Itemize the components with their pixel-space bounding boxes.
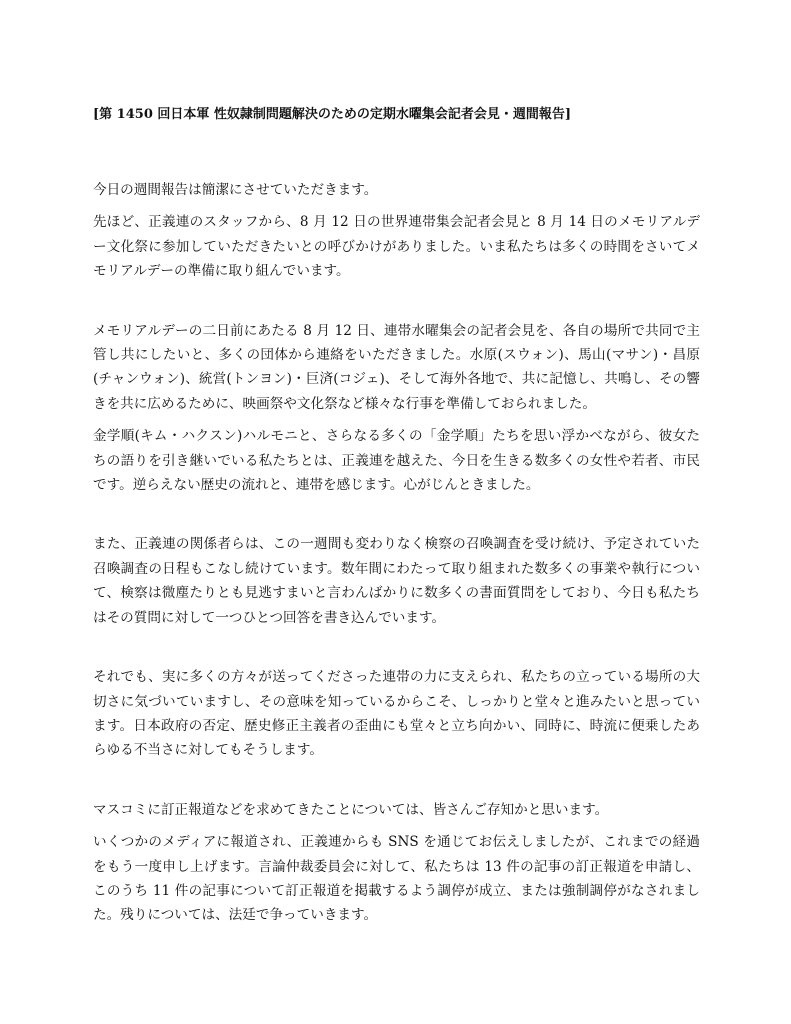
document-title: [第 1450 回日本軍 性奴隷制問題解決のための定期水曜集会記者会見・週間報告]	[93, 107, 572, 122]
paragraph-intro: 今日の週間報告は簡潔にさせていただきます。	[93, 182, 378, 198]
paragraph-kim-hak-sun: 金学順(キム・ハクスン)ハルモニと、さらなる多くの「金学順」たちを思い浮かべながら、彼女たちの語りを引き継いでいる私たちとは、正義連を越えた、今日を生きる数多くの女性や若者、市民です。逆らえない歴史の流れと、連帯を感じます。心がじんときました。	[93, 428, 700, 494]
paragraph-joint-press-conference: メモリアルデーの二日前にあたる 8 月 12 日、連帯水曜集会の記者会見を、各自の場所で共同で主管し共にしたいと、多くの団体から連絡をいただきました。水原(スウォン)、馬山(マサン)・昌原(チャンウォン)、統営(トンヨン)・巨済(コジェ)、そして海外各地で、共に記憶し、共鳴し、その響きを共に広めるために、映画祭や文化祭など様々な行事を準備しておられました。	[93, 322, 700, 412]
paragraph-call-to-participate: 先ほど、正義連のスタッフから、8 月 12 日の世界連帯集会記者会見と 8 月 14 日のメモリアルデー文化祭に参加していただきたいとの呼びかけがありました。いま私たちは多くの時間をさいてメモリアルデーの準備に取り組んでいます。	[93, 214, 700, 280]
paragraph-prosecution-investigation: また、正義連の関係者らは、この一週間も変わりなく検察の召喚調査を受け続け、予定されていた召喚調査の日程もこなし続けています。数年間にわたって取り組まれた数多くの事業や執行について、検察は微塵たりとも見逃すまいと言わんばかりに数多くの書面質問をしており、今日も私たちはその質問に対して一つひとつ回答を書き込んでいます。	[93, 536, 700, 626]
paragraph-correction-requests: マスコミに訂正報道などを求めてきたことについては、皆さんご存知かと思います。	[93, 801, 609, 818]
paragraph-solidarity: それでも、実に多くの方々が送ってくださった連帯の力に支えられ、私たちの立っている場所の大切さに気づいていますし、その意味を知っているからこそ、しっかりと堂々と進みたいと思っています。日本政府の否定、歴史修正主義者の歪曲にも堂々と立ち向かい、同時に、時流に便乗したあらゆる不当さに対してもそうします。	[93, 669, 700, 759]
paragraph-correction-results: いくつかのメディアに報道され、正義連からも SNS を通じてお伝えしましたが、これまでの経過をもう一度申し上げます。言論仲裁委員会に対して、私たちは 13 件の記事の訂正報道を申請し、このうち 11 件の記事について訂正報道を掲載するよう調停が成立、または強制調停がなされました。残りについては、法廷で争っていきます。	[93, 834, 700, 924]
document-page	[93, 106, 700, 928]
